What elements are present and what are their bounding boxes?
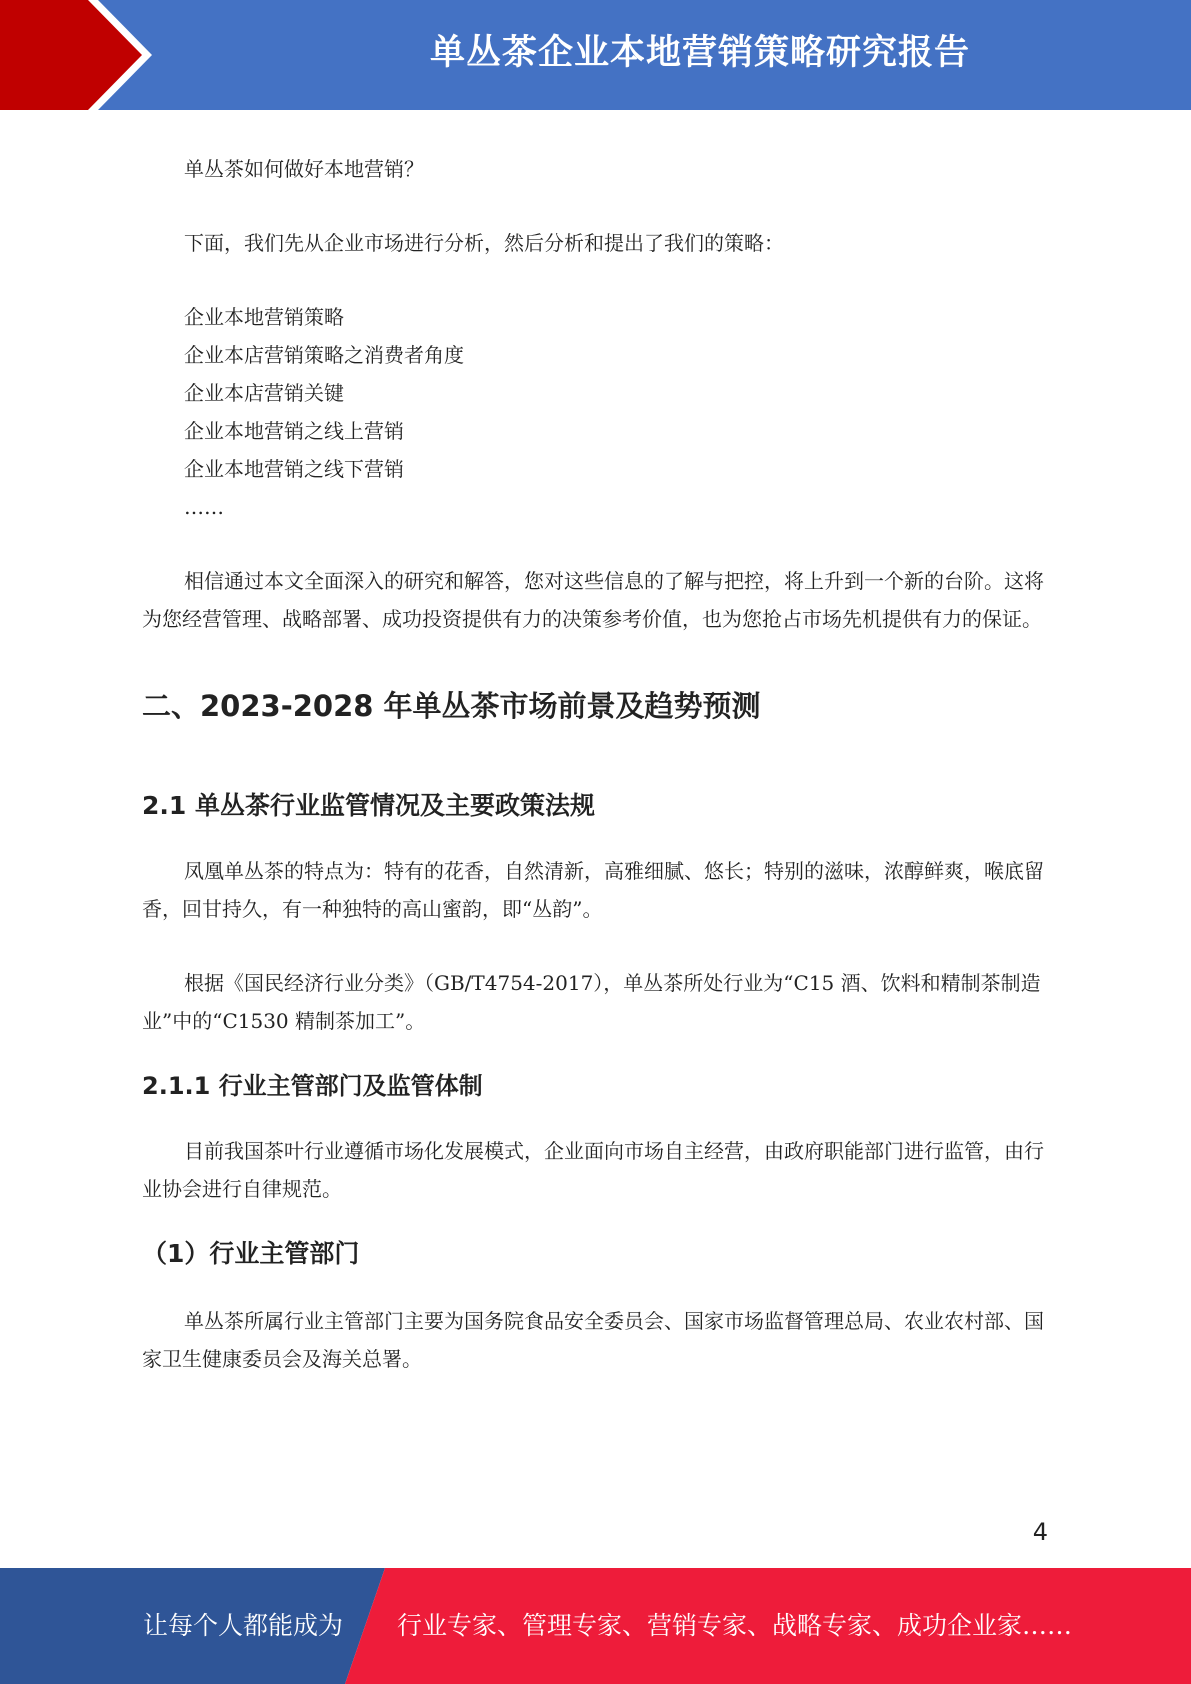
intro-question: 单丛茶如何做好本地营销？ (184, 157, 424, 181)
subsection-1-heading: （1）行业主管部门 (142, 1239, 360, 1268)
page-number: 4 (1032, 1518, 1048, 1546)
page-footer (0, 1568, 1191, 1684)
report-title: 单丛茶企业本地营销策略研究报告 (429, 33, 970, 73)
section-2-1-heading: 2.1 单丛茶行业监管情况及主要政策法规 (142, 791, 595, 820)
strategy-list (142, 298, 1047, 526)
section-2-1-1-paragraph: 目前我国茶叶行业遵循市场化发展模式，企业面向市场自主经营，由政府职能部门进行监管，由行业协会进行自律规范。 (142, 1139, 1044, 1201)
footer-slogan-right: 行业专家、管理专家、营销专家、战略专家、成功企业家…… (397, 1611, 1073, 1640)
closing-paragraph: 相信通过本文全面深入的研究和解答，您对这些信息的了解与把控，将上升到一个新的台阶。这将为您经营管理、战略部署、成功投资提供有力的决策参考价值，也为您抢占市场先机提供有力的保证。 (142, 569, 1044, 631)
list-item: …… (184, 495, 224, 519)
intro-lead: 下面，我们先从企业市场进行分析，然后分析和提出了我们的策略： (184, 231, 784, 255)
section-2-heading: 二、2023-2028 年单丛茶市场前景及趋势预测 (142, 689, 761, 723)
footer-slogan-left: 让每个人都能成为 (143, 1611, 344, 1640)
section-2-1-1-heading: 2.1.1 行业主管部门及监管体制 (142, 1072, 483, 1100)
section-2-1-paragraph-1: 凤凰单丛茶的特点为：特有的花香，自然清新，高雅细腻、悠长；特别的滋味，浓醇鲜爽，喉底留香，回甘持久，有一种独特的高山蜜韵，即“丛韵”。 (142, 859, 1044, 921)
list-item: 企业本店营销关键 (184, 381, 344, 405)
list-item: 企业本地营销之线上营销 (184, 419, 404, 443)
section-2-1-paragraph-2: 根据《国民经济行业分类》（GB/T4754-2017），单丛茶所处行业为“C15 酒、饮料和精制茶制造业”中的“C1530 精制茶加工”。 (142, 971, 1041, 1033)
list-item: 企业本店营销策略之消费者角度 (184, 343, 464, 367)
list-item: 企业本地营销策略 (184, 305, 344, 329)
list-item: 企业本地营销之线下营销 (184, 457, 404, 481)
subsection-1-paragraph: 单丛茶所属行业主管部门主要为国务院食品安全委员会、国家市场监督管理总局、农业农村部、国家卫生健康委员会及海关总署。 (142, 1309, 1044, 1371)
document-body (142, 150, 1047, 1378)
page-header (0, 0, 1191, 110)
